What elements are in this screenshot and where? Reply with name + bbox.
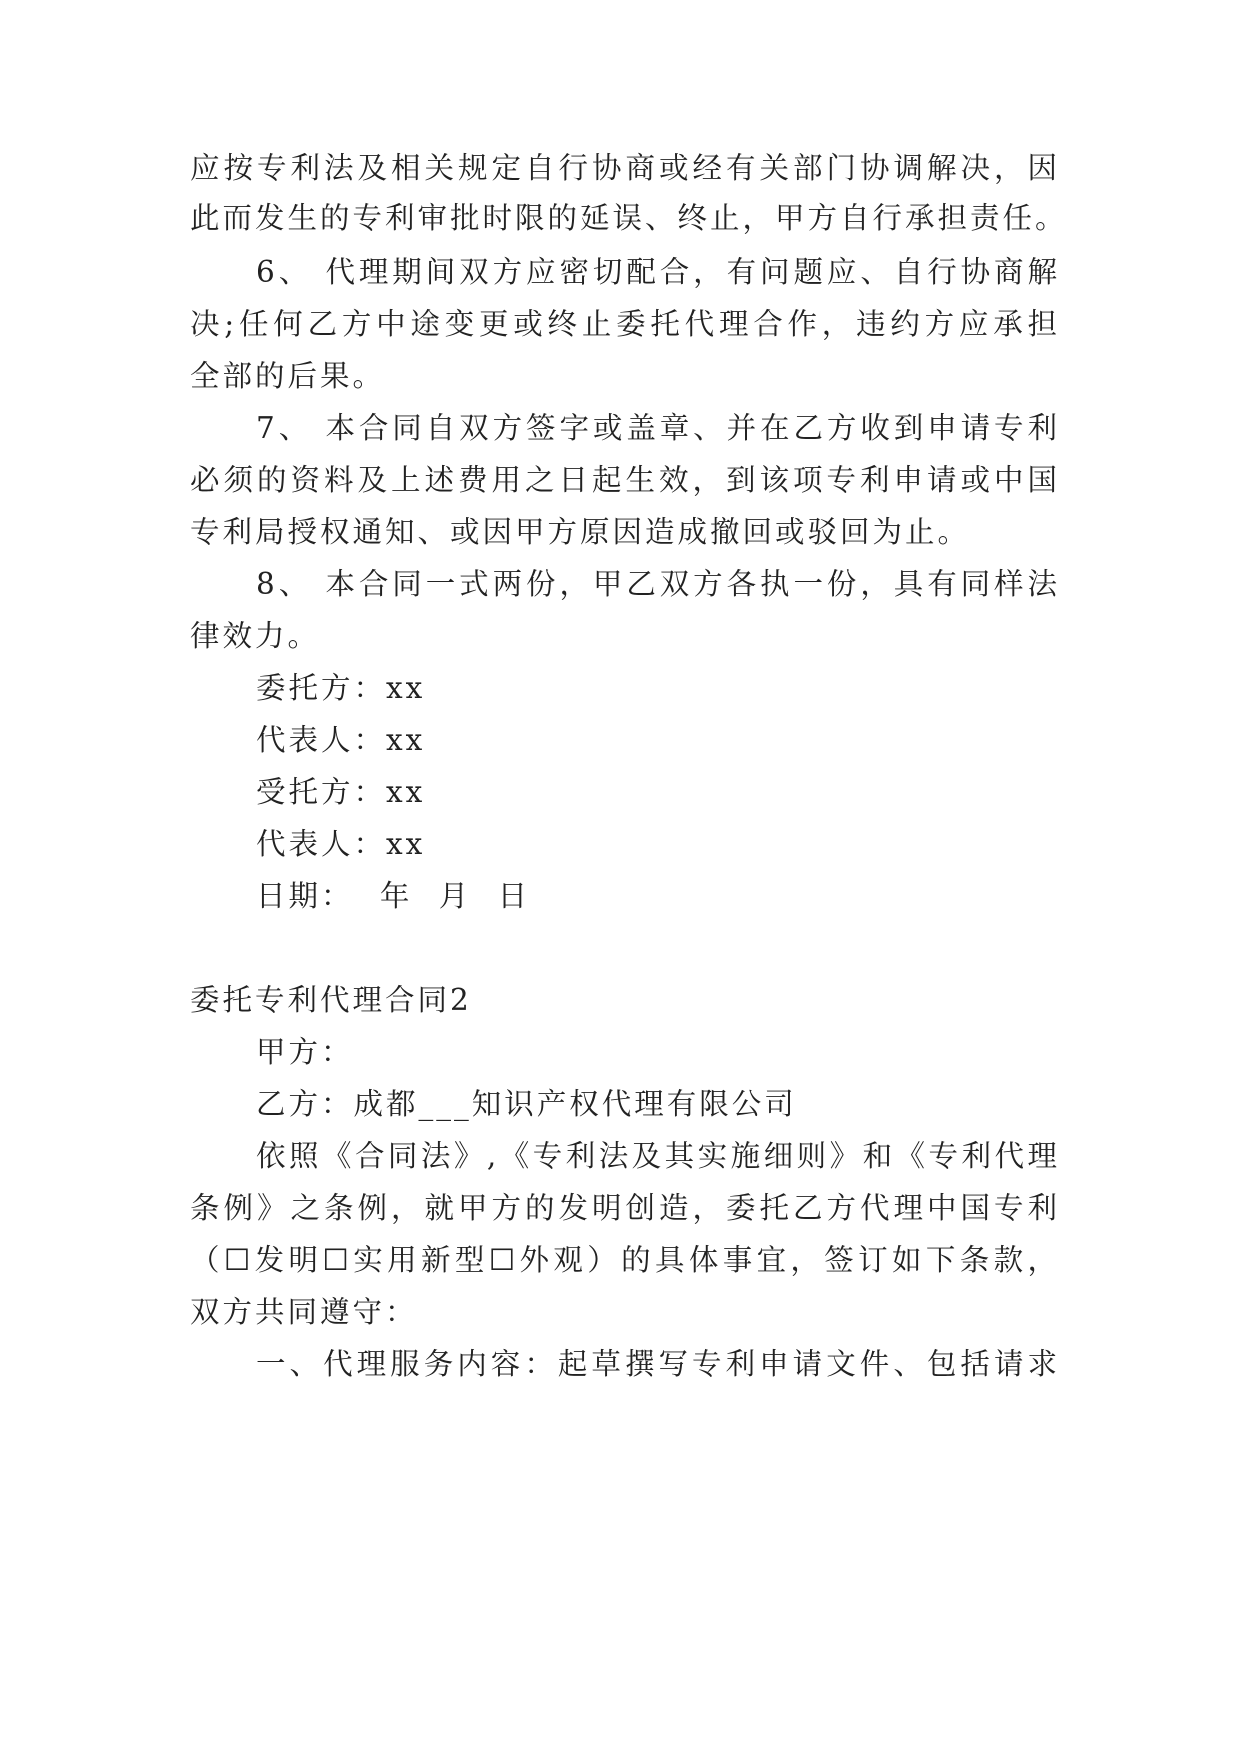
client-representative-line: 代表人：xx — [256, 723, 426, 757]
paragraph-line: （☐发明☐实用新型☐外观）的具体事宜，签订如下条款， — [190, 1243, 1060, 1277]
paragraph-line: 应按专利法及相关规定自行协商或经有关部门协调解决，因 — [190, 151, 1060, 185]
paragraph-line: 全部的后果。 — [190, 359, 386, 393]
clause-6-line: 6、 代理期间双方应密切配合，有问题应、自行协商解 — [256, 255, 1060, 289]
paragraph-line: 必须的资料及上述费用之日起生效，到该项专利申请或中国 — [190, 463, 1060, 497]
paragraph-line: 一、代理服务内容：起草撰写专利申请文件、包括请求 — [256, 1347, 1060, 1381]
date-line: 日期： 年 月 日 — [256, 879, 531, 913]
clause-7-line: 7、 本合同自双方签字或盖章、并在乙方收到申请专利 — [256, 411, 1060, 445]
paragraph-line: 条例》之条例，就甲方的发明创造，委托乙方代理中国专利 — [190, 1191, 1060, 1225]
party-a-line: 甲方： — [256, 1035, 354, 1069]
section-title: 委托专利代理合同2 — [190, 983, 472, 1017]
paragraph-line: 依照《合同法》,《专利法及其实施细则》和《专利代理 — [256, 1139, 1060, 1173]
clause-8-line: 8、 本合同一式两份，甲乙双方各执一份，具有同样法 — [256, 567, 1060, 601]
paragraph-line: 双方共同遵守： — [190, 1295, 418, 1329]
agent-representative-line: 代表人：xx — [256, 827, 426, 861]
paragraph-line: 律效力。 — [190, 619, 321, 653]
paragraph-line: 此而发生的专利审批时限的延误、终止，甲方自行承担责任。 — [190, 201, 1068, 235]
client-signature-line: 委托方：xx — [256, 671, 426, 705]
agent-signature-line: 受托方：xx — [256, 775, 426, 809]
paragraph-line: 决;任何乙方中途变更或终止委托代理合作，违约方应承担 — [190, 307, 1060, 341]
paragraph-line: 专利局授权通知、或因甲方原因造成撤回或驳回为止。 — [190, 515, 971, 549]
party-b-line: 乙方：成都___知识产权代理有限公司 — [256, 1087, 797, 1121]
